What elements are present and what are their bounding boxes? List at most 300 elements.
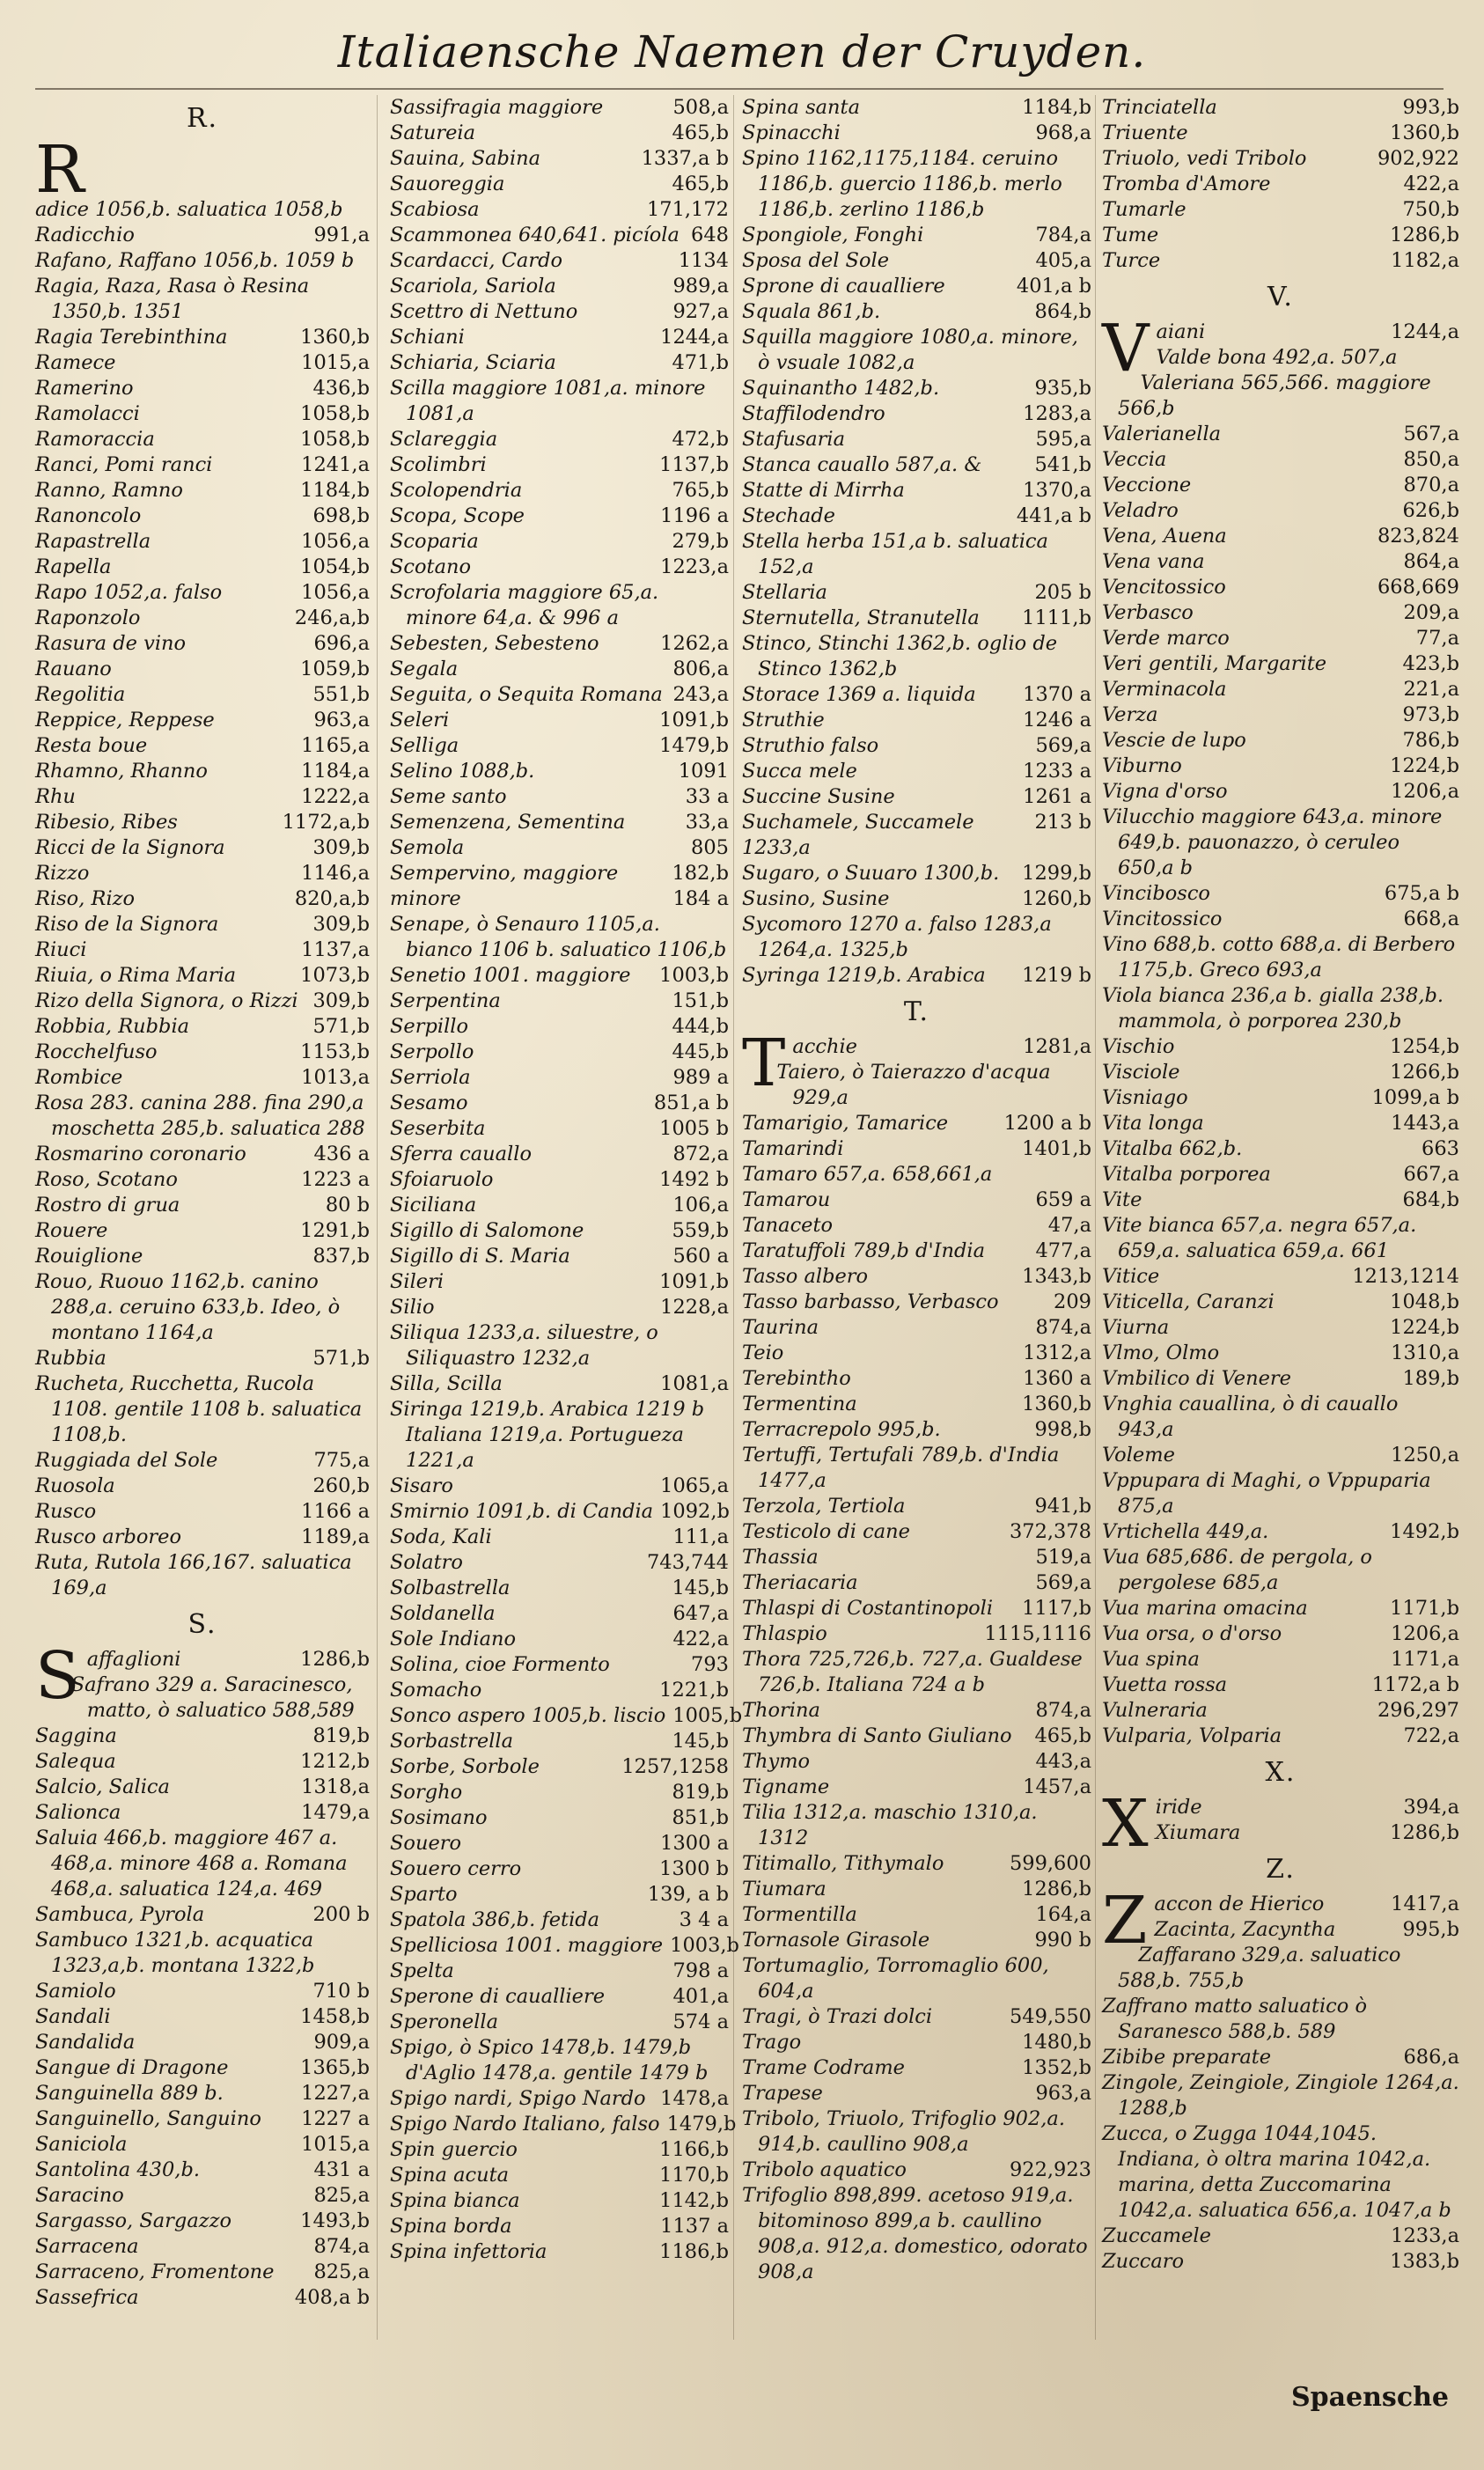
entry-term: Sferra cauallo xyxy=(390,1143,532,1165)
entry-page-ref: 1223,a xyxy=(660,555,729,578)
index-entry xyxy=(390,1091,729,1116)
entry-term: Tribolo, Triuolo, Trifoglio 902,a. 914,b. caullino 908,a xyxy=(742,2107,1065,2156)
index-entry xyxy=(390,95,729,121)
entry-page-ref: 1142,b xyxy=(659,2189,729,2212)
entry-page-ref: 1003,b xyxy=(659,964,729,987)
index-entry xyxy=(390,1040,729,1065)
entry-term: Sole Indiano xyxy=(390,1628,517,1650)
entry-page-ref: 1299,b xyxy=(1022,862,1091,885)
index-entry xyxy=(390,2163,729,2188)
index-entry xyxy=(390,555,729,580)
entry-page-ref: 722,a xyxy=(1403,1724,1459,1747)
entry-page-ref: 1286,b xyxy=(300,1648,370,1671)
entry-term: Tornasole Girasole xyxy=(742,1929,930,1952)
entry-page-ref: 1286,b xyxy=(1022,1878,1091,1900)
index-entry xyxy=(742,1953,1091,2004)
entry-term: Rouere xyxy=(35,1219,108,1242)
entry-term: Vescie de lupo xyxy=(1102,729,1246,752)
entry-page-ref: 1048,b xyxy=(1390,1290,1459,1313)
entry-page-ref: 569,a xyxy=(1035,734,1091,757)
entry-term: Seguita, o Sequita Romana xyxy=(390,683,663,706)
index-entry xyxy=(35,1371,370,1448)
index-entry xyxy=(742,2158,1091,2183)
entry-term: Rocchelfuso xyxy=(35,1040,158,1063)
entry-term: Serriola xyxy=(390,1066,471,1089)
entry-page-ref: 243,a xyxy=(672,683,729,706)
index-entry xyxy=(1102,2224,1459,2249)
entry-term: Rubbia xyxy=(35,1347,107,1370)
index-entry xyxy=(742,1596,1091,1621)
entry-term: Thora 725,726,b. 727,a. Gualdese 726,b. Italiana 724 a b xyxy=(742,1648,1083,1696)
entry-term: Struthie xyxy=(742,709,825,731)
index-entry xyxy=(742,478,1091,504)
index-entry xyxy=(742,1851,1091,1877)
index-entry xyxy=(390,1882,729,1908)
entry-page-ref: 798 a xyxy=(672,1959,729,1982)
entry-term: Sambuco 1321,b. acquatica 1323,a,b. montana 1322,b xyxy=(35,1929,315,1977)
index-entry xyxy=(742,248,1091,274)
entry-page-ref: 1212,b xyxy=(300,1750,370,1773)
entry-term: Vitalba porporea xyxy=(1102,1163,1271,1186)
entry-page-ref: 1266,b xyxy=(1390,1061,1459,1084)
index-entry xyxy=(35,132,370,223)
entry-term: Rhu xyxy=(35,785,76,808)
entry-page-ref: 750,b xyxy=(1402,198,1459,221)
entry-page-ref: 465,b xyxy=(672,121,729,144)
entry-term: Verbasco xyxy=(1102,601,1194,624)
entry-term: Rostro di grua xyxy=(35,1194,180,1217)
index-entry xyxy=(742,95,1091,121)
index-entry xyxy=(1102,1341,1459,1366)
index-entry xyxy=(742,1902,1091,1928)
index-entry xyxy=(1102,2249,1459,2275)
index-entry xyxy=(742,963,1091,989)
entry-page-ref: 874,a xyxy=(313,2235,370,2258)
entry-page-ref: 1227,a xyxy=(301,2082,370,2105)
index-entry xyxy=(742,810,1091,835)
index-entry xyxy=(390,2010,729,2035)
entry-page-ref: 33,a xyxy=(685,811,729,834)
entry-page-ref: 1343,b xyxy=(1022,1265,1091,1288)
entry-page-ref: 902,922 xyxy=(1377,147,1459,170)
entry-page-ref: 519,a xyxy=(1035,1546,1091,1569)
entry-page-ref: 663 xyxy=(1422,1137,1459,1160)
entry-term: Sarraceno, Fromentone xyxy=(35,2260,275,2283)
index-entry xyxy=(1102,1943,1459,1994)
entry-page-ref: 874,a xyxy=(1035,1316,1091,1339)
entry-term: Scopa, Scope xyxy=(390,504,525,527)
entry-term: Siciliana xyxy=(390,1194,477,1217)
entry-term: Thymo xyxy=(742,1750,811,1773)
section-letter-heading: Z. xyxy=(1266,1854,1296,1885)
entry-page-ref: 819,b xyxy=(312,1724,370,1747)
index-entry xyxy=(1102,677,1459,702)
entry-term: Ricci de la Signora xyxy=(35,836,225,859)
index-entry xyxy=(390,1371,729,1397)
index-entry xyxy=(390,1601,729,1627)
index-entry xyxy=(742,1060,1091,1111)
index-entry xyxy=(35,2285,370,2311)
index-entry xyxy=(1102,1264,1459,1290)
index-entry xyxy=(35,708,370,733)
entry-term: Theriacaria xyxy=(742,1571,858,1594)
entry-term: Spina borda xyxy=(390,2215,512,2238)
entry-page-ref: 1478,a xyxy=(660,2087,729,2110)
entry-page-ref: 1065,a xyxy=(660,1474,729,1497)
index-entry xyxy=(742,401,1091,427)
index-entry xyxy=(742,1724,1091,1749)
entry-page-ref: 1153,b xyxy=(300,1040,370,1063)
entry-page-ref: 422,a xyxy=(672,1628,729,1650)
index-entry xyxy=(390,478,729,504)
index-entry xyxy=(35,2055,370,2081)
entry-term: Tilia 1312,a. maschio 1310,a. 1312 xyxy=(742,1801,1038,1849)
entry-term: Vrtichella 449,a. xyxy=(1102,1520,1269,1543)
entry-page-ref: 837,b xyxy=(312,1245,370,1268)
index-entry xyxy=(390,580,729,631)
entry-term: Sargasso, Sargazzo xyxy=(35,2209,232,2232)
index-entry xyxy=(35,223,370,248)
entry-page-ref: 1224,b xyxy=(1390,754,1459,777)
entry-term: Rusco arboreo xyxy=(35,1525,182,1548)
entry-term: Vita longa xyxy=(1102,1112,1204,1135)
entry-page-ref: 1493,b xyxy=(300,2209,370,2232)
entry-term: Sposa del Sole xyxy=(742,249,890,272)
entry-term: Souero xyxy=(390,1832,462,1855)
entry-term: Riso, Rizo xyxy=(35,887,136,910)
entry-term: Sandali xyxy=(35,2005,111,2028)
entry-term: Riuia, o Rima Maria xyxy=(35,964,237,987)
entry-term: Squilla maggiore 1080,a. minore, ò vsuale 1082,a xyxy=(742,326,1078,374)
entry-page-ref: 189,b xyxy=(1402,1367,1459,1390)
entry-page-ref: 1172,a,b xyxy=(282,811,370,834)
entry-page-ref: 1091,b xyxy=(659,709,729,731)
entry-term: Viticella, Caranzi xyxy=(1102,1290,1275,1313)
entry-page-ref: 696,a xyxy=(313,632,370,655)
entry-term: Viburno xyxy=(1102,754,1182,777)
index-entry xyxy=(35,580,370,606)
index-entry xyxy=(35,1040,370,1065)
entry-page-ref: 1228,a xyxy=(660,1296,729,1319)
index-entry xyxy=(1102,600,1459,626)
entry-term: Selliga xyxy=(390,734,459,757)
entry-page-ref: 441,a b xyxy=(1016,504,1091,527)
entry-term: Saracino xyxy=(35,2184,124,2207)
entry-term: Sparto xyxy=(390,1883,458,1906)
entry-term: adice 1056,b. saluatica 1058,b xyxy=(35,198,343,221)
entry-term: Zingole, Zeingiole, Zingiole 1264,a. 1288,b xyxy=(1102,2071,1459,2120)
entry-page-ref: 1005 b xyxy=(659,1117,729,1140)
index-entry xyxy=(390,1218,729,1244)
entry-page-ref: 872,a xyxy=(672,1143,729,1165)
index-entry xyxy=(35,1749,370,1775)
index-column-2 xyxy=(390,95,743,2265)
entry-page-ref: 444,b xyxy=(672,1015,729,1038)
index-entry xyxy=(35,452,370,478)
entry-term: Rouiglione xyxy=(35,1245,143,1268)
entry-term: Scilla maggiore 1081,a. minore 1081,a xyxy=(390,377,706,425)
entry-page-ref: 1111,b xyxy=(1022,606,1091,629)
entry-page-ref: 1337,a b xyxy=(641,147,729,170)
entry-page-ref: 1370 a xyxy=(1023,683,1091,706)
entry-page-ref: 710 b xyxy=(312,1980,370,2003)
entry-term: Titimallo, Tithymalo xyxy=(742,1852,944,1875)
entry-page-ref: 205 b xyxy=(1034,581,1091,604)
index-entry xyxy=(35,1346,370,1371)
entry-term: Seserbita xyxy=(390,1117,486,1140)
index-entry xyxy=(390,1831,729,1856)
index-entry xyxy=(35,861,370,886)
index-entry xyxy=(1102,1698,1459,1724)
entry-page-ref: 372,378 xyxy=(1009,1520,1091,1543)
index-entry xyxy=(742,886,1091,912)
entry-page-ref: 560 a xyxy=(672,1245,729,1268)
index-entry xyxy=(1102,1290,1459,1315)
entry-page-ref: 909,a xyxy=(313,2031,370,2054)
index-entry xyxy=(390,708,729,733)
entry-term: acchie xyxy=(792,1035,857,1058)
entry-term: accon de Hierico xyxy=(1154,1893,1325,1915)
entry-page-ref: 775,a xyxy=(313,1449,370,1472)
entry-page-ref: 1365,b xyxy=(300,2056,370,2079)
entry-term: Silio xyxy=(390,1296,435,1319)
index-entry xyxy=(1102,2045,1459,2070)
entry-page-ref: 309,b xyxy=(312,836,370,859)
entry-term: Tigname xyxy=(742,1775,830,1798)
index-entry xyxy=(390,121,729,146)
index-entry xyxy=(1102,197,1459,223)
index-entry xyxy=(35,274,370,325)
section-letter-heading: S. xyxy=(187,1609,217,1640)
index-entry xyxy=(1102,1162,1459,1187)
index-entry xyxy=(1102,575,1459,600)
entry-term: minore xyxy=(390,887,461,910)
entry-term: Souero cerro xyxy=(390,1857,522,1880)
entry-term: Serpentina xyxy=(390,989,501,1012)
entry-page-ref: 805 xyxy=(691,836,729,859)
entry-term: Ramece xyxy=(35,351,116,374)
index-entry xyxy=(390,376,729,427)
entry-page-ref: 1224,b xyxy=(1390,1316,1459,1339)
entry-term: Sauoreggia xyxy=(390,173,505,195)
index-entry xyxy=(390,1193,729,1218)
entry-term: Triuolo, vedi Tribolo xyxy=(1102,147,1307,170)
entry-page-ref: 1360,b xyxy=(1390,121,1459,144)
entry-term: Scolimbri xyxy=(390,453,487,476)
index-entry xyxy=(35,835,370,861)
index-entry xyxy=(390,223,729,248)
entry-page-ref: 465,b xyxy=(1034,1724,1091,1747)
index-entry xyxy=(35,1448,370,1474)
entry-term: Senetio 1001. maggiore xyxy=(390,964,631,987)
entry-term: Robbia, Rubbia xyxy=(35,1015,190,1038)
index-entry xyxy=(742,427,1091,452)
entry-page-ref: 1479,a xyxy=(301,1801,370,1824)
entry-page-ref: 1099,a b xyxy=(1371,1086,1459,1109)
index-entry xyxy=(742,146,1091,223)
entry-page-ref: 991,a xyxy=(313,224,370,246)
index-entry xyxy=(1156,345,1459,371)
entry-term: 1233,a xyxy=(742,836,811,859)
index-entry xyxy=(1102,1213,1459,1264)
index-entry xyxy=(35,1724,370,1749)
entry-term: Serpillo xyxy=(390,1015,469,1038)
entry-term: Rapastrella xyxy=(35,530,151,553)
index-entry xyxy=(390,759,729,784)
index-entry xyxy=(1102,524,1459,549)
entry-term: Sperone di caualliere xyxy=(390,1985,606,2008)
index-entry xyxy=(35,886,370,912)
entry-term: Vena vana xyxy=(1102,550,1205,573)
drop-initial: X xyxy=(1102,1786,1149,1862)
index-column-1 xyxy=(35,95,370,2311)
index-entry xyxy=(1154,1917,1459,1943)
entry-term: Testicolo di cane xyxy=(742,1520,910,1543)
entry-page-ref: 1222,a xyxy=(301,785,370,808)
entry-term: Spelta xyxy=(390,1959,454,1982)
index-entry xyxy=(742,529,1091,580)
entry-page-ref: 471,b xyxy=(672,351,729,374)
index-entry xyxy=(35,350,370,376)
entry-page-ref: 1189,a xyxy=(301,1525,370,1548)
entry-page-ref: 1073,b xyxy=(300,964,370,987)
index-entry xyxy=(742,223,1091,248)
index-entry xyxy=(390,1116,729,1142)
index-entry xyxy=(1102,121,1459,146)
entry-page-ref: 551,b xyxy=(312,683,370,706)
entry-term: Sanguinella 889 b. xyxy=(35,2082,224,2105)
entry-term: Vua spina xyxy=(1102,1648,1200,1671)
entry-term: Spinacchi xyxy=(742,121,841,144)
index-entry xyxy=(35,1474,370,1499)
entry-term: Viola bianca 236,a b. gialla 238,b. mammola, ò porporea 230,b xyxy=(1102,984,1444,1033)
index-entry xyxy=(35,1775,370,1800)
entry-page-ref: 569,a xyxy=(1035,1571,1091,1594)
index-entry xyxy=(742,1519,1091,1545)
entry-term: Scoparia xyxy=(390,530,479,553)
index-entry xyxy=(742,299,1091,325)
entry-term: Taurina xyxy=(742,1316,819,1339)
index-entry xyxy=(35,248,370,274)
index-entry xyxy=(35,427,370,452)
entry-term: Stanca cauallo 587,a. & xyxy=(742,453,982,476)
entry-term: Riuci xyxy=(35,938,87,961)
index-entry xyxy=(390,325,729,350)
entry-term: Salequa xyxy=(35,1750,116,1773)
index-entry xyxy=(742,1647,1091,1698)
entry-page-ref: 221,a xyxy=(1403,678,1459,701)
entry-page-ref: 145,b xyxy=(672,1577,729,1599)
entry-page-ref: 825,a xyxy=(313,2260,370,2283)
entry-term: Zibibe preparate xyxy=(1102,2046,1272,2069)
entry-page-ref: 870,a xyxy=(1403,474,1459,496)
entry-term: Spino 1162,1175,1184. ceruino 1186,b. guercio 1186,b. merlo 1186,b. zerlino 1186,b xyxy=(742,147,1062,221)
index-entry xyxy=(390,1908,729,1933)
drop-initial: S xyxy=(35,1638,80,1714)
index-entry xyxy=(390,1805,729,1831)
index-entry xyxy=(390,657,729,682)
entry-page-ref: 1221,b xyxy=(659,1679,729,1702)
entry-page-ref: 436,b xyxy=(312,377,370,400)
index-entry xyxy=(390,1142,729,1167)
entry-page-ref: 472,b xyxy=(672,428,729,451)
index-entry xyxy=(390,682,729,708)
entry-term: Vincitossico xyxy=(1102,908,1223,930)
index-entry xyxy=(390,1856,729,1882)
index-entry xyxy=(742,1264,1091,1290)
index-entry xyxy=(390,963,729,989)
index-entry xyxy=(35,1928,370,1979)
entry-term: Scettro di Nettuno xyxy=(390,300,578,323)
index-entry xyxy=(1102,1111,1459,1136)
entry-term: Thassia xyxy=(742,1546,819,1569)
entry-term: Regolitia xyxy=(35,683,126,706)
entry-term: Taiero, ò Taierazzo d'acqua 929,a xyxy=(776,1061,1051,1109)
entry-term: Taratuffoli 789,b d'India xyxy=(742,1239,986,1262)
index-entry xyxy=(1102,932,1459,983)
entry-page-ref: 567,a xyxy=(1403,423,1459,445)
index-entry xyxy=(742,784,1091,810)
entry-page-ref: 675,a b xyxy=(1384,882,1459,905)
index-entry xyxy=(390,1652,729,1678)
entry-term: Thlaspi di Costantinopoli xyxy=(742,1597,994,1620)
entry-term: Spigo nardi, Spigo Nardo xyxy=(390,2087,646,2110)
index-entry xyxy=(390,1065,729,1091)
index-entry xyxy=(1102,248,1459,274)
index-entry xyxy=(1102,1443,1459,1468)
index-entry xyxy=(1102,728,1459,753)
entry-page-ref: 1254,b xyxy=(1390,1035,1459,1058)
index-entry xyxy=(1102,1647,1459,1672)
entry-term: Teio xyxy=(742,1342,784,1364)
entry-page-ref: 1219 b xyxy=(1022,964,1091,987)
index-entry xyxy=(1102,549,1459,575)
entry-page-ref: 825,a xyxy=(313,2184,370,2207)
index-entry xyxy=(390,1244,729,1269)
index-entry xyxy=(742,1749,1091,1775)
entry-term: Scotano xyxy=(390,555,472,578)
index-entry xyxy=(35,733,370,759)
entry-page-ref: 1241,a xyxy=(301,453,370,476)
entry-term: Rucheta, Rucchetta, Rucola 1108. gentile 1108 b. saluatica 1108,b. xyxy=(35,1372,363,1446)
entry-term: Roso, Scotano xyxy=(35,1168,178,1191)
index-entry xyxy=(35,2004,370,2030)
entry-page-ref: 260,b xyxy=(312,1474,370,1497)
index-entry xyxy=(35,2030,370,2055)
entry-term: Spigo, ò Spico 1478,b. 1479,b d'Aglio 1478,a. gentile 1479 b xyxy=(390,2036,709,2084)
entry-term: Sisaro xyxy=(390,1474,453,1497)
index-entry xyxy=(1102,1060,1459,1085)
index-entry xyxy=(35,504,370,529)
entry-term: Storace 1369 a. liquida xyxy=(742,683,976,706)
entry-page-ref: 1246 a xyxy=(1023,709,1091,731)
entry-term: Scolopendria xyxy=(390,479,523,502)
entry-page-ref: 1196 a xyxy=(660,504,729,527)
index-entry xyxy=(390,1576,729,1601)
index-entry xyxy=(35,2234,370,2260)
entry-page-ref: 1015,a xyxy=(301,351,370,374)
entry-page-ref: 1058,b xyxy=(300,428,370,451)
entry-page-ref: 989 a xyxy=(672,1066,729,1089)
entry-term: Vino 688,b. cotto 688,a. di Berbero 1175,b. Greco 693,a xyxy=(1102,933,1456,981)
entry-page-ref: 927,a xyxy=(672,300,729,323)
index-entry xyxy=(742,580,1091,606)
index-entry xyxy=(1102,172,1459,197)
entry-page-ref: 3 4 a xyxy=(679,1908,729,1931)
entry-term: Sfoiaruolo xyxy=(390,1168,494,1191)
index-entry xyxy=(390,1754,729,1780)
index-entry xyxy=(35,529,370,555)
